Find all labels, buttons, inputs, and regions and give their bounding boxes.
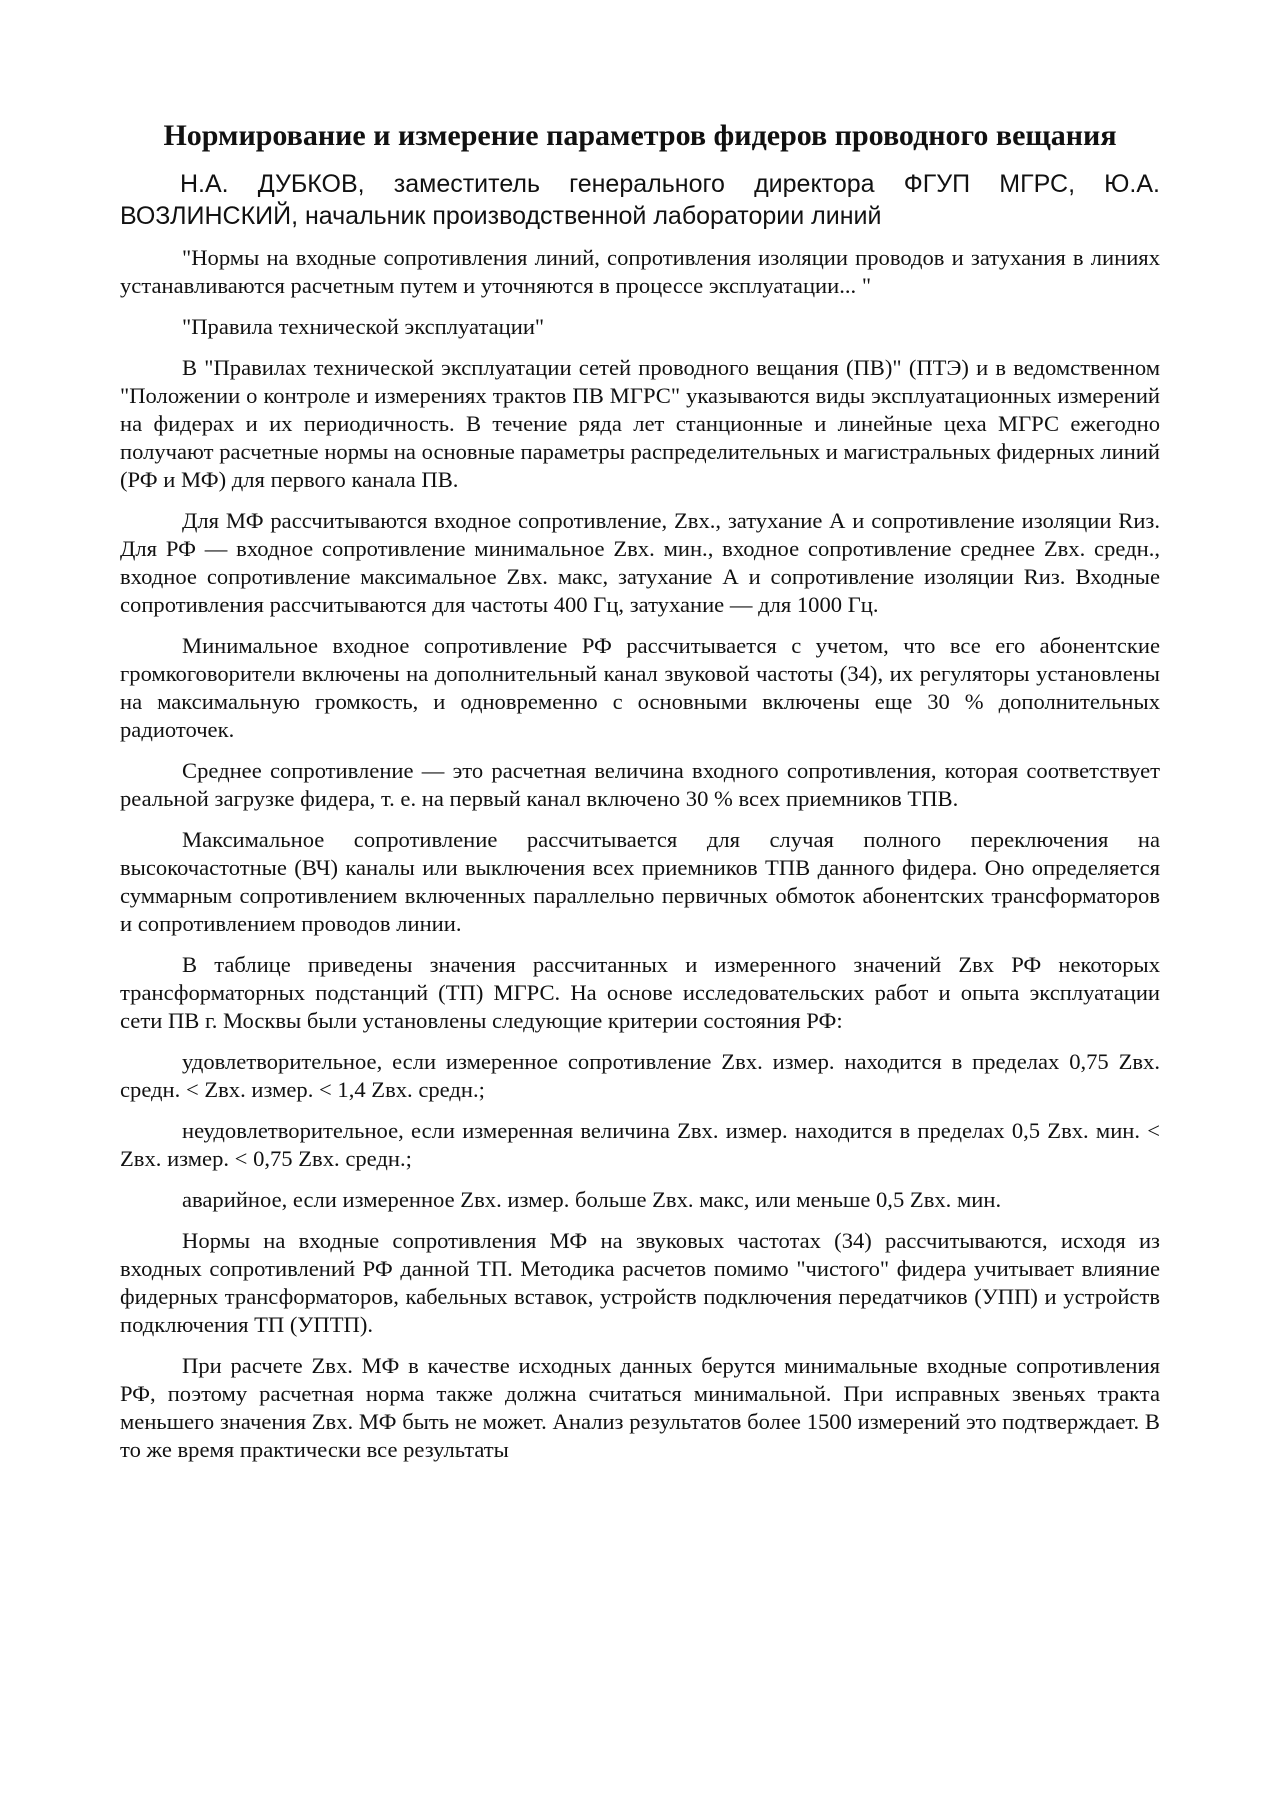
epigraph-source: "Правила технической эксплуатации": [182, 314, 545, 339]
body-paragraph: В таблице приведены значения рассчитанных и измеренного значений Zвх РФ некоторых трансформаторных подстанций (ТП) МГРС. На основе исследовательских работ и опыта эксплуатации сети ПВ г. Москвы были установлены следующие критерии состояния РФ:: [120, 952, 1160, 1033]
body-paragraph: Минимальное входное сопротивление РФ рассчитывается с учетом, что все его абонентские громкоговорители включены на дополнительный канал звуковой частоты (34), их регуляторы установлены на максимальную громкость, и одновременно с основными включены еще 30 % дополнительных радиоточек.: [120, 633, 1160, 742]
criterion-satisfactory: удовлетворительное, если измеренное сопротивление Zвх. измер. находится в пределах 0,75 Zвх. средн. < Zвх. измер. < 1,4 Zвх. средн.;: [120, 1049, 1160, 1102]
criterion-emergency: аварийное, если измеренное Zвх. измер. больше Zвх. макс, или меньше 0,5 Zвх. мин.: [182, 1187, 1002, 1212]
body-paragraph: При расчете Zвх. МФ в качестве исходных данных берутся минимальные входные сопротивления РФ, поэтому расчетная норма также должна считаться минимальной. При исправных звеньях тракта меньшего значения Zвх. МФ быть не может. Анализ результатов более 1500 измерений это подтверждает. В то же время практически все результаты: [120, 1353, 1160, 1462]
article-authors: Н.А. ДУБКОВ, заместитель генерального директора ФГУП МГРС, Ю.А. ВОЗЛИНСКИЙ, начальник производственной лаборатории линий: [120, 170, 1160, 230]
body-paragraph: В "Правилах технической эксплуатации сетей проводного вещания (ПВ)" (ПТЭ) и в ведомственном "Положении о контроле и измерениях трактов ПВ МГРС" указываются виды эксплуатационных измерений на фидерах и их периодичность. В течение ряда лет станционные и линейные цеха МГРС ежегодно получают расчетные нормы на основные параметры распределительных и магистральных фидерных линий (РФ и МФ) для первого канала ПВ.: [120, 355, 1160, 492]
epigraph-quote: "Нормы на входные сопротивления линий, сопротивления изоляции проводов и затухания в линиях устанавливаются расчетным путем и уточняются в процессе эксплуатации... ": [120, 245, 1160, 298]
criterion-unsatisfactory: неудовлетворительное, если измеренная величина Zвх. измер. находится в пределах 0,5 Zвх. мин. < Zвх. измер. < 0,75 Zвх. средн.;: [120, 1118, 1160, 1171]
body-paragraph: Максимальное сопротивление рассчитывается для случая полного переключения на высокочастотные (ВЧ) каналы или выключения всех приемников ТПВ данного фидера. Оно определяется суммарным сопротивлением включенных параллельно первичных обмоток абонентских трансформаторов и сопротивлением проводов линии.: [120, 827, 1160, 936]
body-paragraph: Для МФ рассчитываются входное сопротивление, Zвх., затухание А и сопротивление изоляции Rиз. Для РФ — входное сопротивление минимальное Zвх. мин., входное сопротивление среднее Zвх. средн., входное сопротивление максимальное Zвх. макс, затухание А и сопротивление изоляции Rиз. Входные сопротивления рассчитываются для частоты 400 Гц, затухание — для 1000 Гц.: [120, 508, 1160, 617]
body-paragraph: Нормы на входные сопротивления МФ на звуковых частотах (34) рассчитываются, исходя из входных сопротивлений РФ данной ТП. Методика расчетов помимо "чистого" фидера учитывает влияние фидерных трансформаторов, кабельных вставок, устройств подключения передатчиков (УПП) и устройств подключения ТП (УПТП).: [120, 1228, 1160, 1337]
article-title: Нормирование и измерение параметров фидеров проводного вещания: [163, 119, 1117, 152]
body-paragraph: Среднее сопротивление — это расчетная величина входного сопротивления, которая соответствует реальной загрузке фидера, т. е. на первый канал включено 30 % всех приемников ТПВ.: [120, 758, 1160, 811]
document-page: [120, 118, 1160, 1464]
